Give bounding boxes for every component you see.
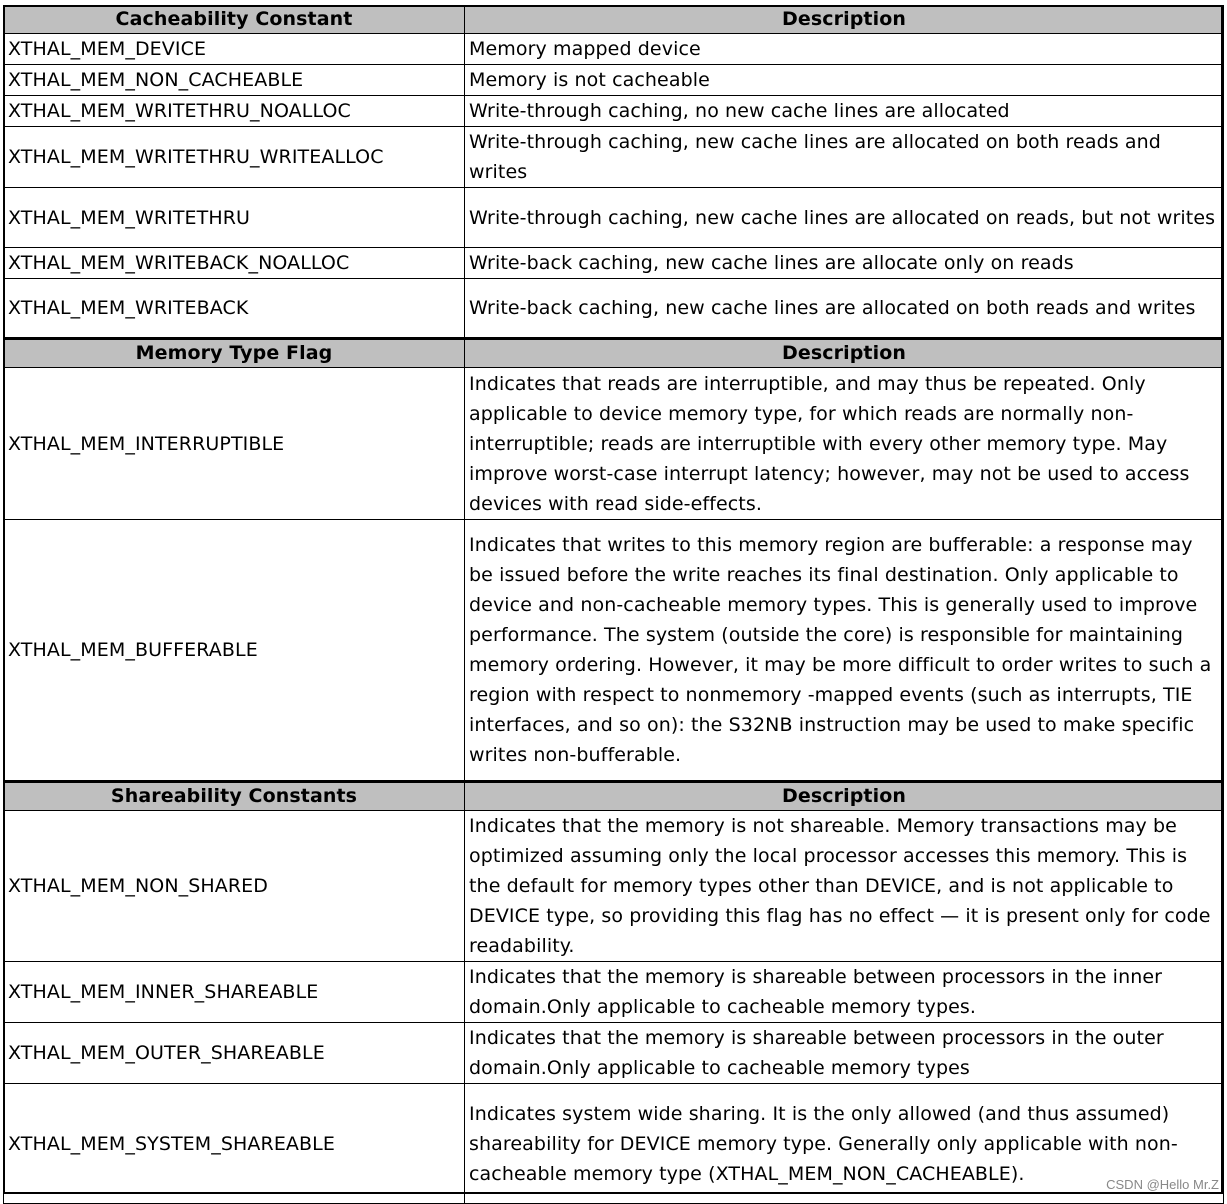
flag-name: XTHAL_MEM_INTERRUPTIBLE [4,368,465,520]
column-header-description: Description [465,6,1224,34]
flag-name: XTHAL_MEM_BUFFERABLE [4,520,465,782]
flag-description: Indicates that writes to this memory region are bufferable: a response may be issued before the write reaches its final destination. Only applicable to device and non-cacheable memory types. This is generally used to improve performance. The system (outside the core) is responsible for maintaining memory ordering. However, it may be more difficult to order writes to such a region with respect to nonmemory -mapped events (such as interrupts, TIE interfaces, and so on): the S32NB instruction may be used to make specific writes non-bufferable. [465,520,1224,782]
constant-description: Write-back caching, new cache lines are allocated on both reads and writes [465,279,1224,339]
constant-name: XTHAL_MEM_NON_CACHEABLE [4,65,465,96]
constant-description: Write-through caching, new cache lines are allocated on reads, but not writes [465,188,1224,248]
constant-name: XTHAL_MEM_SYSTEM_SHAREABLE [4,1084,465,1204]
constant-description: Memory is not cacheable [465,65,1224,96]
watermark: CSDN @Hello Mr.Z [1106,1177,1219,1192]
constant-name: XTHAL_MEM_OUTER_SHAREABLE [4,1023,465,1084]
constant-name: XTHAL_MEM_NON_SHARED [4,811,465,962]
constant-name: XTHAL_MEM_WRITETHRU_NOALLOC [4,96,465,127]
constant-name: XTHAL_MEM_WRITETHRU [4,188,465,248]
constant-name: XTHAL_MEM_WRITEBACK_NOALLOC [4,248,465,279]
constant-description: Indicates that the memory is shareable between processors in the outer domain.Only applicable to cacheable memory types [465,1023,1224,1084]
constant-description: Write-through caching, no new cache lines are allocated [465,96,1224,127]
constant-name: XTHAL_MEM_INNER_SHAREABLE [4,962,465,1023]
table-outer-border [3,5,1223,1194]
constant-description: Write-back caching, new cache lines are allocate only on reads [465,248,1224,279]
constant-description: Indicates system wide sharing. It is the only allowed (and thus assumed) shareability for DEVICE memory type. Generally only applicable with non-cacheable memory type (XTHAL_MEM_NON_CACHEABLE). [465,1084,1224,1204]
constant-name: XTHAL_MEM_WRITETHRU_WRITEALLOC [4,127,465,188]
column-header-name: Memory Type Flag [4,339,465,368]
column-header-name: Shareability Constants [4,782,465,811]
constant-description: Indicates that the memory is shareable between processors in the inner domain.Only applicable to cacheable memory types. [465,962,1224,1023]
constant-name: XTHAL_MEM_WRITEBACK [4,279,465,339]
column-header-description: Description [465,782,1224,811]
column-header-name: Cacheability Constant [4,6,465,34]
constant-description: Indicates that the memory is not shareable. Memory transactions may be optimized assuming only the local processor accesses this memory. This is the default for memory types other than DEVICE, and is not applicable to DEVICE type, so providing this flag has no effect — it is present only for code readability. [465,811,1224,962]
constant-description: Memory mapped device [465,34,1224,65]
column-header-description: Description [465,339,1224,368]
constant-name: XTHAL_MEM_DEVICE [4,34,465,65]
constant-description: Write-through caching, new cache lines are allocated on both reads and writes [465,127,1224,188]
flag-description: Indicates that reads are interruptible, and may thus be repeated. Only applicable to device memory type, for which reads are normally non-interruptible; reads are interruptible with every other memory type. May improve worst-case interrupt latency; however, may not be used to access devices with read side-effects. [465,368,1224,520]
